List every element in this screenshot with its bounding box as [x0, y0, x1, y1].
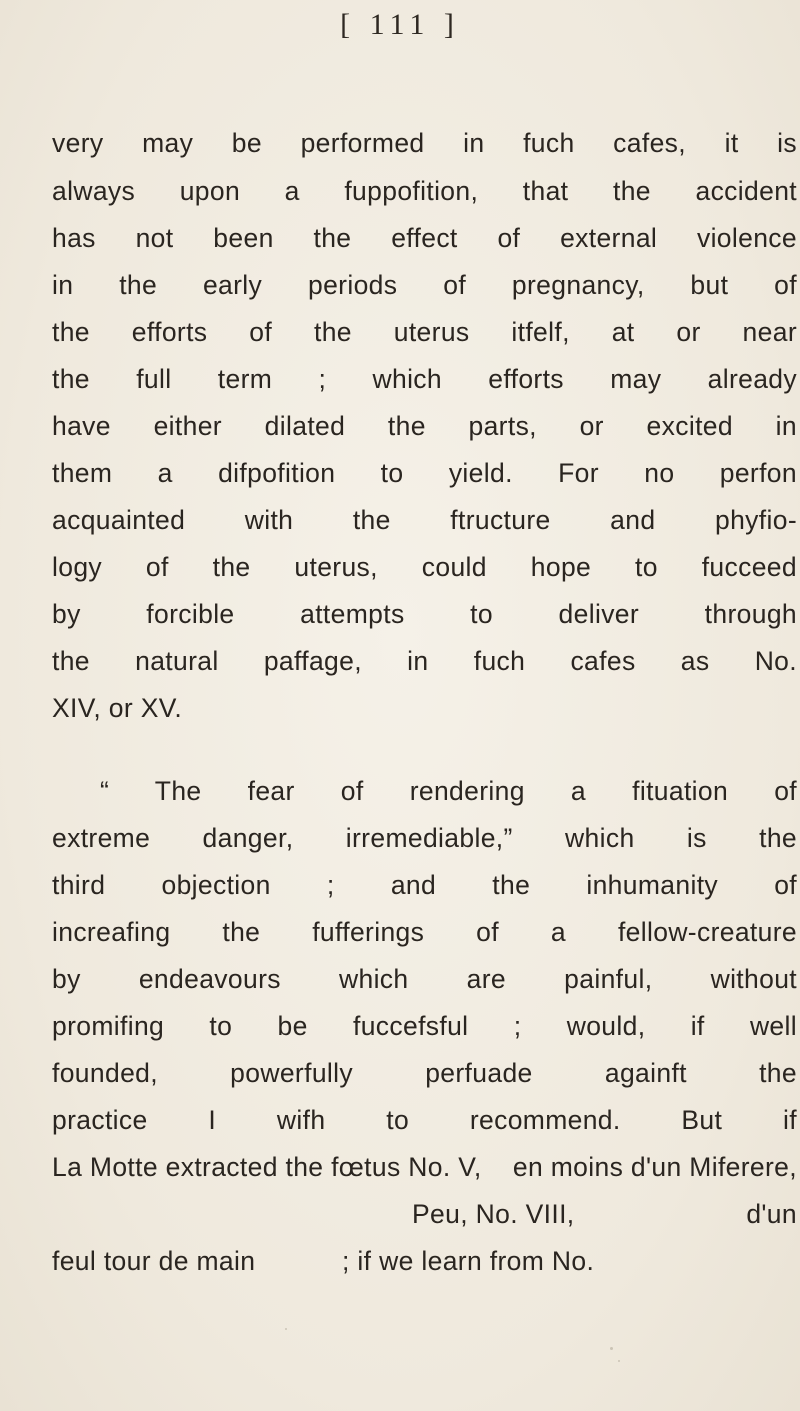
text-line: the natural paffage, in fuch cafes as No.	[52, 646, 797, 676]
text-line: La Motte extracted the fœtus No. V,	[52, 1152, 482, 1182]
text-line: by forcible attempts to deliver through	[52, 599, 797, 629]
text-line: them a difpofition to yield. For no perfon	[52, 458, 797, 488]
text-line: “ The fear of rendering a fituation of	[100, 776, 797, 806]
italic-phrase: d'un	[746, 1199, 797, 1229]
text-line: very may be performed in fuch cafes, it is	[52, 128, 797, 158]
text-line: practice I wifh to recommend. But if	[52, 1105, 797, 1135]
page-number: [ 111 ]	[340, 8, 460, 41]
paper-speck	[610, 1347, 613, 1350]
text-line: by endeavours which are painful, without	[52, 964, 797, 994]
text-line: promifing to be fuccefsful ; would, if well	[52, 1011, 797, 1041]
text-line: the full term ; which efforts may already	[52, 364, 797, 394]
text-line: founded, powerfully perfuade againft the	[52, 1058, 797, 1088]
text-line: extreme danger, irremediable,” which is the	[52, 823, 797, 853]
text-line: logy of the uterus, could hope to fucceed	[52, 552, 797, 582]
paper-speck	[285, 1328, 287, 1330]
text-line: ; if we learn from No.	[342, 1246, 595, 1276]
italic-phrase: en moins d'un Miferere,	[512, 1152, 797, 1182]
italic-phrase: feul tour de main	[52, 1246, 256, 1276]
text-line: XIV, or XV.	[52, 693, 183, 723]
text-line: third objection ; and the inhumanity of	[52, 870, 797, 900]
text-line: have either dilated the parts, or excited in	[52, 411, 797, 441]
text-line: the efforts of the uterus itfelf, at or near	[52, 317, 797, 347]
paper-speck	[618, 1360, 620, 1362]
text-line: acquainted with the ftructure and phyfio-	[52, 505, 797, 535]
text-line: always upon a fuppofition, that the accident	[52, 176, 797, 206]
text-line: in the early periods of pregnancy, but of	[52, 270, 797, 300]
text-line: has not been the effect of external violence	[52, 223, 797, 253]
text-line: increafing the fufferings of a fellow-creature	[52, 917, 797, 947]
text-line: Peu, No. VIII,	[412, 1199, 575, 1229]
